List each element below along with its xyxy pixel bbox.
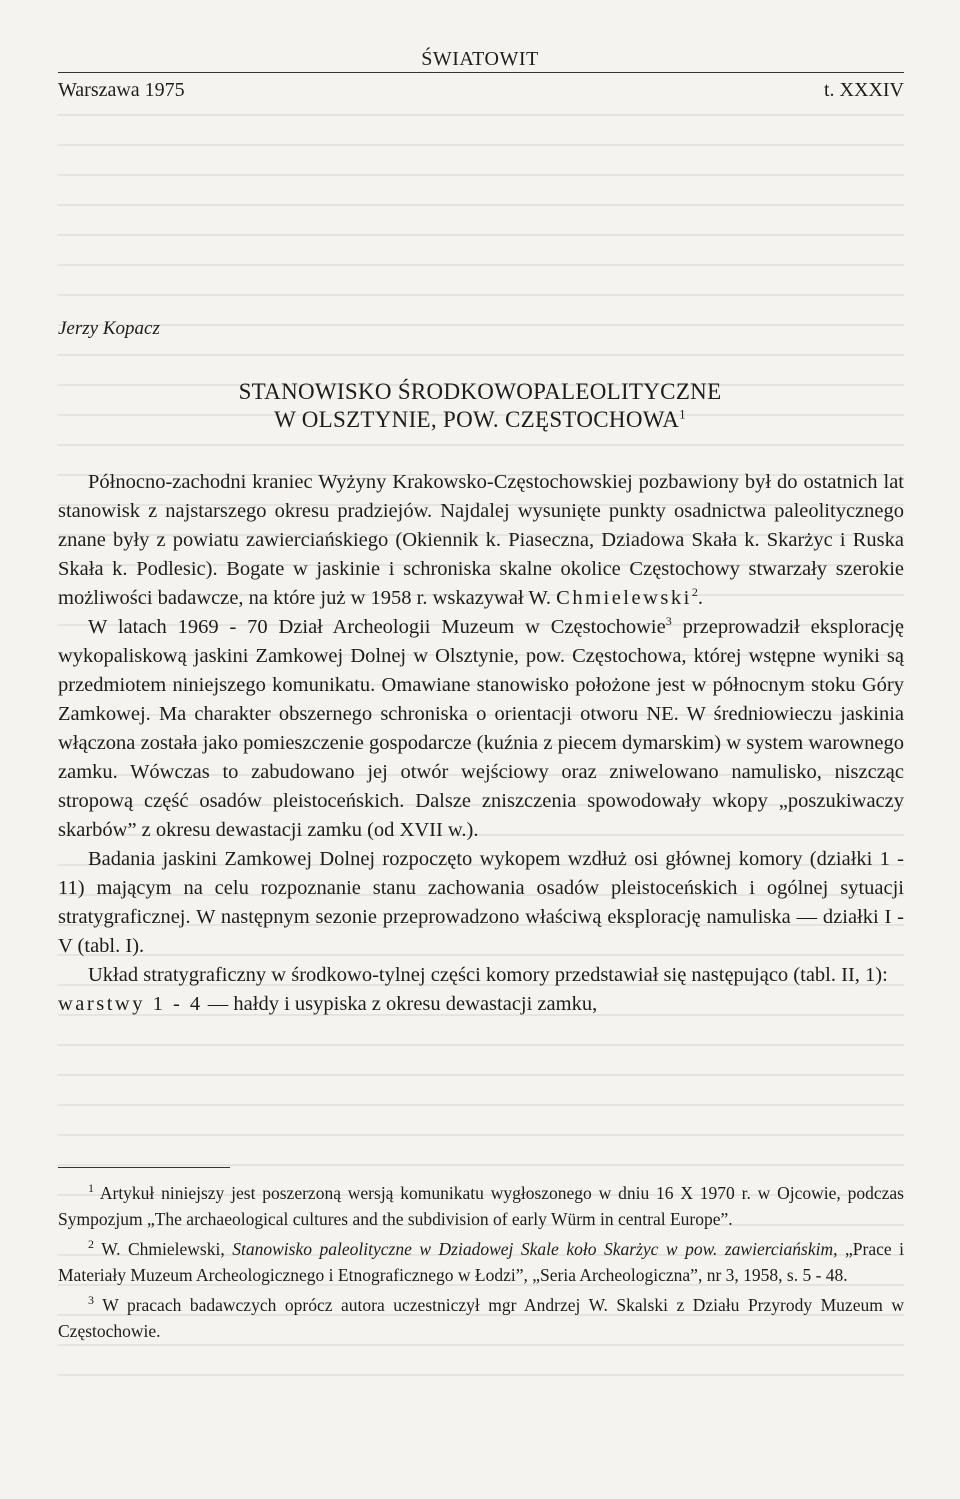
paragraph-2-text-b: przeprowadził eksplorację wykopaliskową jaskini Zamkowej Dolnej w Olsztynie, pow. Częstochowa, której wstępne wyniki są przedmiotem niniejszego komunikatu. Omawiane stanowisko położone jest w północnym stoku Góry Zamkowej. Ma charakter obszernego schroniska o orientacji otworu NE. W średniowieczu jaskinia włączona została jako pomieszczenie gospodarcze (kuźnia z piecem dymarskim) w system warownego zamku. Wówczas to zabudowano jej otwór wejściowy oraz zniwelowano namulisko, niszcząc stropową część osadów pleistoceńskich. Dalsze zniszczenia spowodowały wkopy „poszukiwaczy skarbów” z okresu dewastacji zamku (od XVII w.). [58, 616, 905, 841]
footnote-1 [58, 1180, 904, 1232]
footnote-ref-3: 3 [665, 614, 672, 629]
footnote-ref-2: 2 [691, 585, 698, 600]
stratigraphy-label: warstwy 1 - 4 [58, 993, 203, 1015]
footnotes [58, 1180, 904, 1348]
title-line-2 [0, 406, 960, 434]
paragraph-1 [58, 468, 904, 613]
stratigraphy-entry [58, 990, 904, 1019]
paragraph-3: Badania jaskini Zamkowej Dolnej rozpoczęto wykopem wzdłuż osi głównej komory (działki 1 - 11) mającym na celu rozpoznanie stanu zachowania osadów pleistoceńskich i ogólnej sytuacji stratygraficznej. W następnym sezonie przeprowadzono właściwą eksplorację namuliska — działki I - V (tabl. I). [58, 848, 904, 957]
volume-number: t. XXXIV [824, 79, 904, 101]
footnote-1-text: Artykuł niniejszy jest poszerzoną wersją komunikatu wygłoszonego w dniu 16 X 1970 r. w Ojcowie, podczas Sympozjum „The archaeological cultures and the subdivision of early Würm in central Europe”. [58, 1183, 904, 1229]
footnote-2-rest: „Prace i Materiały Muzeum Archeologicznego i Etnograficznego w Łodzi”, „Seria Archeologiczna”, nr 3, 1958, s. 5 - 48. [58, 1239, 905, 1285]
footnote-3-text: W pracach badawczych oprócz autora uczestniczył mgr Andrzej W. Skalski z Działu Przyrody Muzeum w Częstochowie. [58, 1295, 904, 1341]
paragraph-1-text: Północno-zachodni kraniec Wyżyny Krakowsko-Częstochowskiej pozbawiony był do ostatnich lat stanowisk z najstarszego okresu pradziejów. Najdalej wysunięte punkty osadnictwa paleolitycznego znane były z powiatu zawierciańskiego (Okiennik k. Piaseczna, Dziadowa Skała k. Skarżyc i Ruska Skała k. Podlesic). Bogate w jaskinie i schroniska skalne okolice Częstochowy stwarzały szerokie możliwości badawcze, na które już w 1958 r. wskazywał W. [58, 471, 904, 609]
title-line-1: STANOWISKO ŚRODKOWOPALEOLITYCZNE [238, 379, 722, 404]
title-line-2-text: W OLSZTYNIE, POW. CZĘSTOCHOWA [274, 407, 680, 432]
cited-author: Chmielewski [556, 587, 692, 609]
footnote-1-mark: 1 [88, 1181, 94, 1196]
author-name: Jerzy Kopacz [58, 318, 160, 339]
journal-name: ŚWIATOWIT [421, 48, 539, 70]
footnote-2 [58, 1236, 904, 1288]
paragraph-2 [58, 613, 904, 845]
place-year: Warszawa 1975 [58, 79, 185, 101]
footnote-2-author: W. Chmielewski, [101, 1239, 225, 1259]
footnote-3 [58, 1292, 904, 1344]
paragraph-1-end: . [697, 587, 703, 609]
stratigraphy-text: — hałdy i usypiska z okresu dewastacji zamku, [207, 993, 598, 1015]
footnote-divider [58, 1167, 230, 1168]
article-title [0, 378, 960, 434]
paragraph-4: Układ stratygraficzny w środkowo-tylnej części komory przedstawiał się następująco (tabl. II, 1): [88, 964, 888, 986]
running-header [58, 72, 904, 101]
paragraph-2-text-a: W latach 1969 - 70 Dział Archeologii Muzeum w Częstochowie [88, 616, 666, 638]
footnote-2-mark: 2 [88, 1237, 94, 1252]
footnote-2-title: Stanowisko paleolityczne w Dziadowej Skale koło Skarżyc w pow. zawierciańskim, [232, 1239, 838, 1259]
footnote-3-mark: 3 [88, 1293, 94, 1308]
title-footnote-mark: 1 [679, 406, 686, 422]
article-body [58, 468, 904, 1019]
